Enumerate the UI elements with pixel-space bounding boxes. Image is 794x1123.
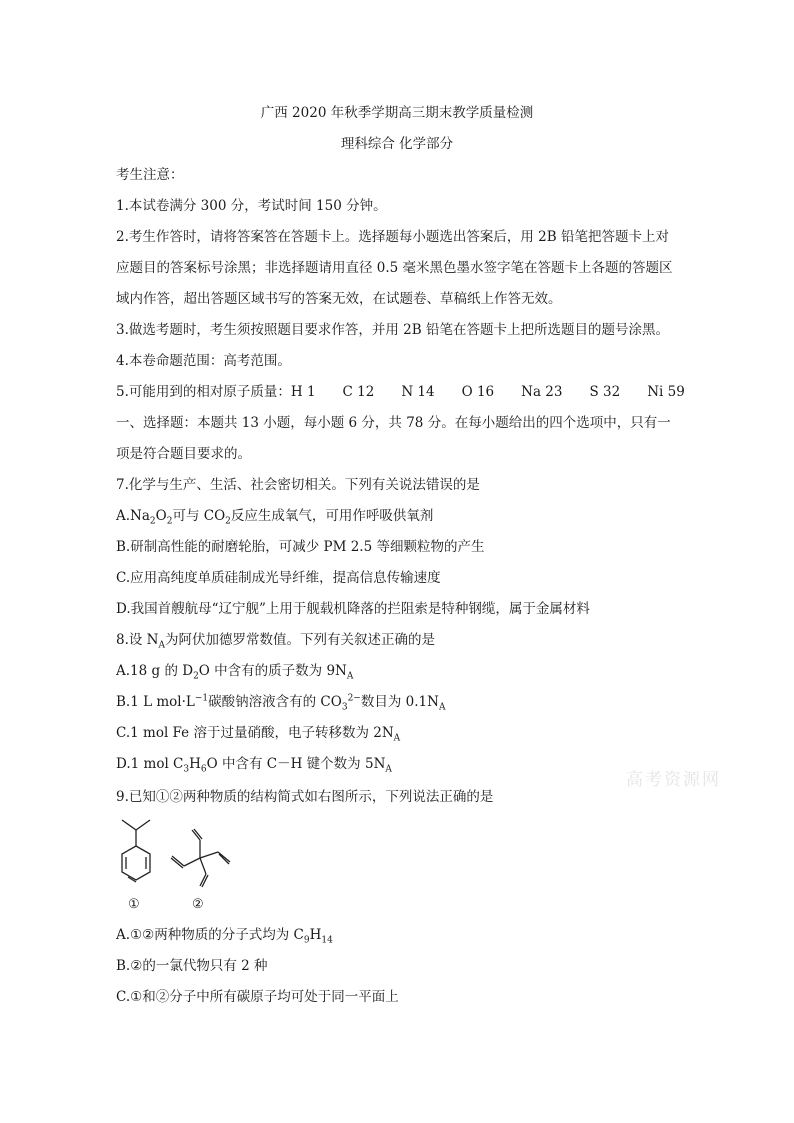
- question-8-option-b: B.1 L $mol\cdot L^{-1}$碳酸钠溶液含有的 $CO_3^{2-}$数目为 $0.1N_A$: [116, 693, 446, 713]
- question-9-option-c: C.①和②分子中所有碳原子均可处于同一平面上: [116, 989, 399, 1005]
- structure-2-label: ②: [192, 897, 204, 912]
- structure-2-tetravinylmethane: [168, 822, 238, 897]
- question-9-option-b: B.②的一氯代物只有 2 种: [116, 958, 268, 974]
- question-8-option-a: A.18 g 的 $D_2O$ 中含有的质子数为 $9N_A$: [116, 663, 354, 682]
- structure-1-label: ①: [128, 897, 140, 912]
- notice-item-5: 5.可能用到的相对原子质量：H 1 C 12 N 14 O 16 Na 23 S 32 Ni 59: [116, 384, 685, 400]
- question-9-option-a: A.①②两种物质的分子式均为 $C_9H_{14}$: [116, 927, 333, 946]
- notice-item-3: 3.做选考题时，考生须按照题目要求作答，并用 2B 铅笔在答题卡上把所选题目的题号涂黑。: [116, 322, 669, 338]
- question-7-stem: 7.化学与生产、生活、社会密切相关。下列有关说法错误的是: [116, 477, 480, 493]
- section-intro-line-2: 项是符合题目要求的。: [116, 446, 251, 462]
- structure-1-isopropylbenzene: [112, 818, 172, 898]
- notice-item-4: 4.本卷命题范围：高考范围。: [116, 353, 291, 369]
- notice-item-2-line-2: 应题目的答案标号涂黑；非选择题请用直径 0.5 毫米黑色墨水签字笔在答题卡上各题的答题区: [116, 260, 673, 276]
- question-8-option-d: D.1 mol $C_3H_6O$ 中含有 C－H 键个数为 $5N_A$: [116, 756, 392, 775]
- section-intro-line-1: 一、选择题：本题共 13 小题，每小题 6 分，共 78 分。在每小题给出的四个选项中，只有一: [116, 415, 671, 431]
- watermark: 高考资源网: [626, 770, 721, 790]
- question-7-option-c: C.应用高纯度单质硅制成光导纤维，提高信息传输速度: [116, 570, 441, 586]
- exam-title: 广西 2020 年秋季学期高三期末教学质量检测: [260, 105, 534, 121]
- question-8-option-c: C.1 mol Fe 溶于过量硝酸，电子转移数为 $2N_A$: [116, 725, 401, 744]
- exam-subtitle: 理科综合 化学部分: [340, 136, 454, 152]
- notice-heading: 考生注意：: [116, 167, 184, 183]
- notice-item-2-line-3: 域内作答，超出答题区域书写的答案无效，在试题卷、草稿纸上作答无效。: [116, 291, 562, 307]
- question-7-option-a: $A.Na_2O_2$可与 $CO_2$反应生成氧气，可用作呼吸供氧剂: [116, 508, 434, 527]
- question-9-stem: 9.已知①②两种物质的结构简式如右图所示，下列说法正确的是: [116, 789, 494, 805]
- notice-item-1: 1.本试卷满分 300 分，考试时间 150 分钟。: [116, 198, 387, 214]
- notice-item-2-line-1: 2.考生作答时，请将答案答在答题卡上。选择题每小题选出答案后，用 2B 铅笔把答题卡上对: [116, 229, 669, 245]
- question-7-option-b: B.研制高性能的耐磨轮胎，可减少 PM 2.5 等细颗粒物的产生: [116, 539, 485, 555]
- question-8-stem: 8.设 $N_A$为阿伏加德罗常数值。下列有关叙述正确的是: [116, 632, 435, 651]
- question-7-option-d: D.我国首艘航母“辽宁舰”上用于舰载机降落的拦阻索是特种钢缆，属于金属材料: [116, 601, 590, 617]
